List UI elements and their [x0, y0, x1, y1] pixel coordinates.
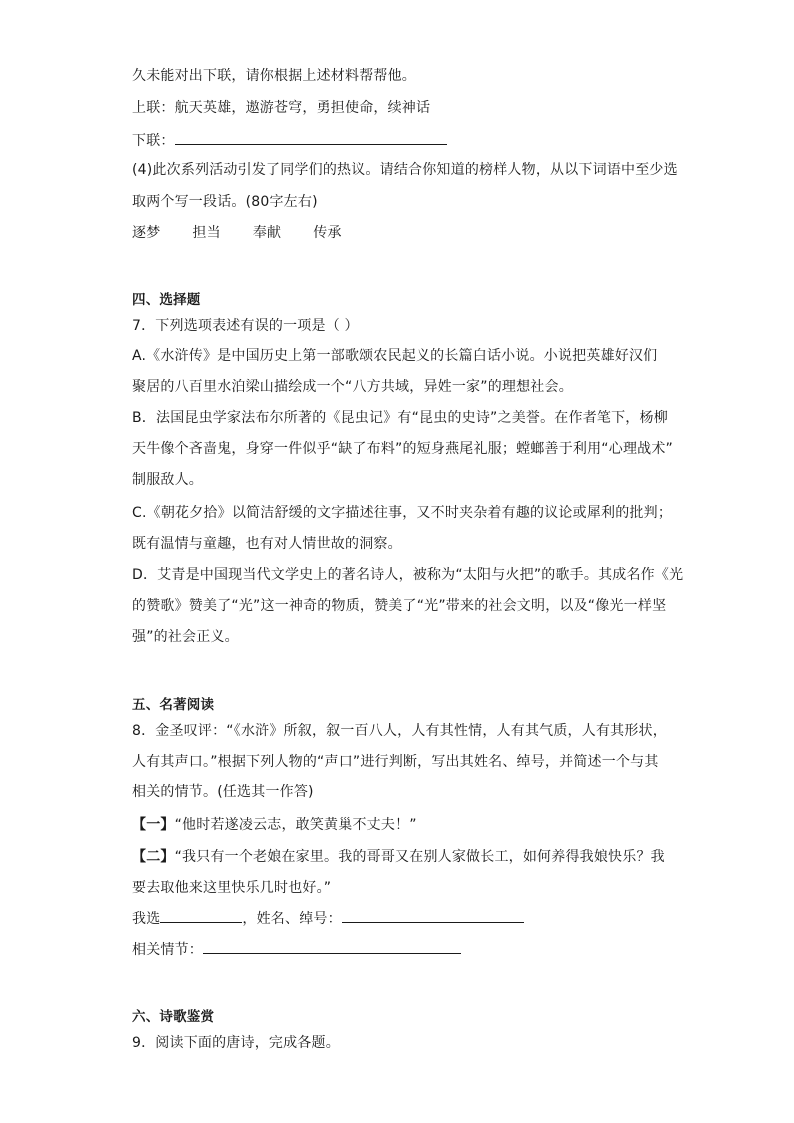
q6-part3-intro: 久未能对出下联，请你根据上述材料帮帮他。 [132, 68, 416, 84]
name-nickname-blank[interactable] [342, 908, 524, 923]
option-d-line1: D．艾青是中国现当代文学史上的著名诗人，被称为“太阳与火把”的歌手。其成名作《光 [132, 567, 684, 583]
section5-heading: 五、名著阅读 [132, 697, 215, 713]
lower-couplet-row [132, 130, 447, 151]
item2-tag: 【二】 [132, 849, 175, 865]
section6-heading: 六、诗歌鉴赏 [132, 1009, 215, 1025]
choose-blank[interactable] [160, 908, 242, 923]
q7-stem: 7．下列选项表述有误的一项是（ ） [132, 318, 359, 334]
item1-quote: “他时若遂凌云志，敢笑黄巢不丈夫！” [174, 817, 417, 833]
q8-item2-line2: 要去取他来这里快乐几时也好。” [132, 880, 332, 896]
option-a-line2: 聚居的八百里水泊梁山描绘成一个“八方共域，异姓一家”的理想社会。 [132, 379, 573, 395]
q6-part4-line2: 取两个写一段话。(80字左右) [132, 194, 318, 210]
q8-line1: 8．金圣叹评：“《水浒》所叙，叙一百八人，人有其性情，人有其气质，人有其形状， [132, 723, 667, 739]
lower-couplet-blank[interactable] [175, 130, 447, 145]
choose-label: 我选 [132, 911, 161, 927]
item2-quote: “我只有一个老娘在家里。我的哥哥又在别人家做长工，如何养得我娘快乐？我 [174, 849, 665, 865]
q9-stem: 9．阅读下面的唐诗，完成各题。 [132, 1035, 340, 1051]
q8-line3: 相关的情节。(任选其一作答) [132, 784, 314, 800]
word-item: 担当 [192, 225, 221, 241]
plot-label: 相关情节： [132, 942, 203, 958]
word-item: 传承 [313, 225, 342, 241]
word-item: 逐梦 [132, 225, 161, 241]
q8-line2: 人有其声口。”根据下列人物的“声口”进行判断，写出其姓名、绰号，并简述一个与其 [132, 754, 659, 770]
section4-heading: 四、选择题 [132, 292, 201, 308]
word-item: 奉献 [252, 225, 282, 241]
item1-tag: 【一】 [132, 817, 175, 833]
plot-blank[interactable] [203, 939, 461, 954]
option-b-line1: B．法国昆虫学家法布尔所著的《昆虫记》有“昆虫的史诗”之美誉。在作者笔下，杨柳 [132, 410, 668, 426]
upper-couplet: 上联：航天英雄，遨游苍穹，勇担使命，续神话 [132, 100, 431, 116]
answer-row-choose [132, 908, 524, 929]
lower-couplet-label: 下联： [132, 133, 175, 149]
option-c-line2: 既有温情与童趣，也有对人情世故的洞察。 [132, 536, 402, 552]
option-a-line1: A.《水浒传》是中国历史上第一部歌颂农民起义的长篇白话小说。小说把英雄好汉们 [132, 348, 658, 364]
option-b-line2: 天牛像个吝啬鬼，身穿一件似乎“缺了布料”的短身燕尾礼服；螳螂善于利用“心理战术” [132, 441, 674, 457]
q6-part4-line1: (4)此次系列活动引发了同学们的热议。请结合你知道的榜样人物，从以下词语中至少选 [132, 162, 678, 178]
option-d-line2: 的赞歌》赞美了“光”这一神奇的物质，赞美了“光”带来的社会文明，以及“像光一样坚 [132, 598, 667, 614]
answer-row-plot [132, 939, 461, 960]
word-list [132, 223, 374, 243]
q8-item2 [132, 847, 665, 867]
q8-item1 [132, 815, 417, 835]
option-b-line3: 制服敌人。 [132, 472, 203, 488]
option-c-line1: C.《朝花夕拾》以简洁舒缓的文字描述往事，又不时夹杂着有趣的议论或犀利的批判； [132, 505, 673, 521]
name-label: ，姓名、绰号： [242, 911, 342, 927]
option-d-line3: 强”的社会正义。 [132, 629, 239, 645]
